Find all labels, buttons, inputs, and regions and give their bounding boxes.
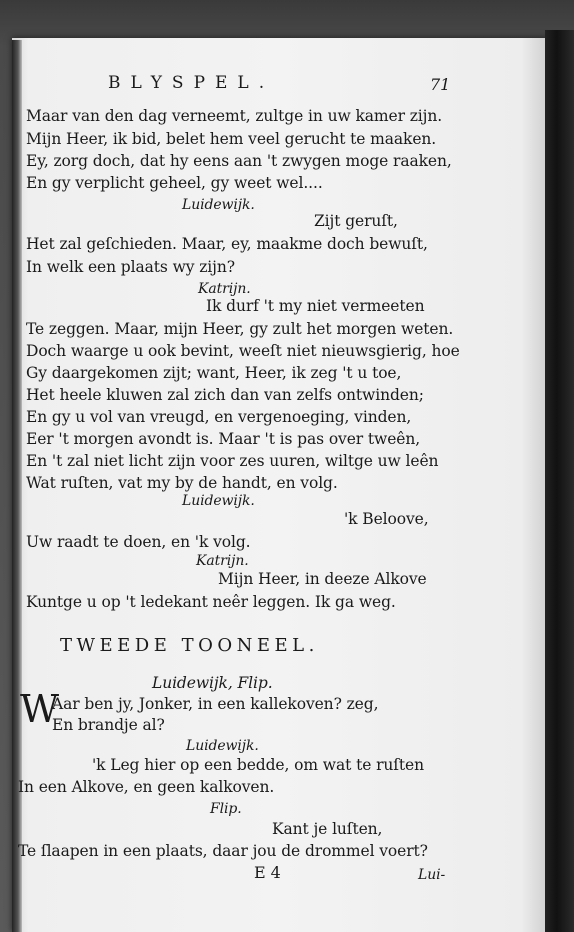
speaker-name: Katrijn.: [196, 553, 249, 569]
speaker-name: Katrijn.: [198, 281, 251, 297]
verse-line: Het heele kluwen zal zich dan van zelfs ontwinden;: [26, 386, 424, 404]
scene-title: TWEEDE TOONEEL.: [60, 635, 319, 656]
verse-line: En gy u vol van vreugd, en vergenoeging, vinden,: [26, 408, 412, 426]
verse-line: En brandje al?: [52, 716, 165, 734]
verse-line: Mijn Heer, in deeze Alkove: [218, 570, 427, 588]
verse-line: Ik durf 't my niet vermeeten: [206, 297, 425, 315]
verse-line: Kant je luſten,: [272, 820, 383, 838]
speaker-name: Luidewijk.: [182, 197, 255, 213]
signature-mark: E 4: [254, 863, 281, 882]
running-header: BLYSPEL.: [108, 73, 275, 93]
verse-line: Mijn Heer, ik bid, belet hem veel gerucht te maaken.: [26, 130, 437, 148]
verse-line: Zijt geruſt,: [314, 212, 398, 230]
verse-line: In welk een plaats wy zijn?: [26, 258, 235, 276]
verse-line: En 't zal niet licht zijn voor zes uuren, wiltge uw leên: [26, 452, 439, 470]
speaker-name: Luidewijk.: [186, 738, 259, 754]
speaker-name: Flip.: [210, 801, 242, 817]
verse-line: Ey, zorg doch, dat hy eens aan 't zwygen moge raaken,: [26, 152, 452, 170]
verse-line: En gy verplicht geheel, gy weet wel....: [26, 174, 323, 192]
verse-line: Maar van den dag verneemt, zultge in uw kamer zijn.: [26, 107, 443, 125]
verse-line: Kuntge u op 't ledekant neêr leggen. Ik ga weg.: [26, 593, 396, 611]
page-number: 71: [430, 75, 451, 94]
verse-line: Doch waarge u ook bevint, weeſt niet nieuwsgierig, hoe: [26, 342, 460, 360]
verse-line: Wat ruſten, vat my by de handt, en volg.: [26, 474, 338, 492]
verse-line: Uw raadt te doen, en 'k volg.: [26, 533, 251, 551]
verse-line: In een Alkove, en geen kalkoven.: [18, 778, 275, 796]
drop-cap: W: [20, 687, 60, 731]
scene-cast: Luidewijk, Flip.: [152, 674, 273, 692]
verse-line: Gy daargekomen zijt; want, Heer, ik zeg 't u toe,: [26, 364, 402, 382]
verse-line: 'k Leg hier op een bedde, om wat te ruſten: [92, 756, 425, 774]
speaker-name: Luidewijk.: [182, 493, 255, 509]
verse-line: Te ſlaapen in een plaats, daar jou de drommel voert?: [18, 842, 428, 860]
verse-line: 'k Beloove,: [344, 510, 429, 528]
verse-line: Eer 't morgen avondt is. Maar 't is pas over tweên,: [26, 430, 421, 448]
catchword: Lui-: [418, 867, 446, 883]
verse-line: Aar ben jy, Jonker, in een kallekoven? zeg,: [52, 695, 379, 713]
verse-line: Het zal geſchieden. Maar, ey, maakme doch bewuſt,: [26, 235, 428, 253]
verse-line: Te zeggen. Maar, mijn Heer, gy zult het morgen weten.: [26, 320, 454, 338]
